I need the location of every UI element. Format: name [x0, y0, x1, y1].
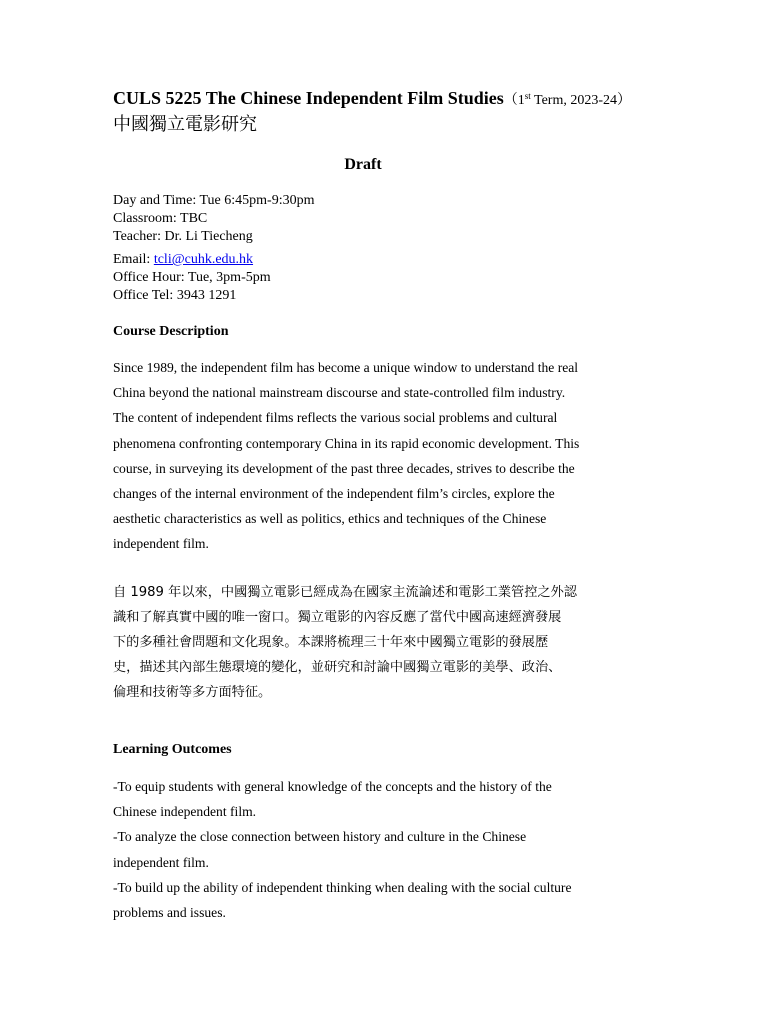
course-description-chinese: [113, 580, 673, 705]
outcome-line: -To equip students with general knowledge of the concepts and the history of the: [113, 779, 552, 794]
draft-label: Draft: [344, 156, 382, 173]
outcome-line: -To build up the ability of independent thinking when dealing with the social culture: [113, 879, 572, 895]
paragraph-line: changes of the internal environment of the independent film’s circles, explore the: [113, 485, 555, 501]
outcome-line: Chinese independent film.: [113, 804, 257, 820]
paragraph-line: course, in surveying its development of the past three decades, strives to describe the: [113, 460, 575, 476]
paragraph-line: China beyond the national mainstream discourse and state-controlled film industry.: [113, 385, 566, 401]
paragraph-line: independent film.: [113, 536, 209, 552]
course-description-heading: Course Description: [113, 324, 229, 339]
day-time: Day and Time: Tue 6:45pm-9:30pm: [113, 193, 315, 208]
term-close-bracket: ）: [617, 93, 632, 108]
office-hour: Office Hour: Tue, 3pm-5pm: [113, 270, 271, 285]
paragraph-line: phenomena confronting contemporary China in its rapid economic development. This: [113, 435, 580, 451]
paragraph-line: 自 1989 年以來，中國獨立電影已經成為在國家主流論述和電影工業管控之外認: [113, 585, 577, 600]
paragraph-line: 倫理和技術等多方面特征。: [113, 685, 272, 700]
email-link[interactable]: tcli@cuhk.edu.hk: [153, 252, 254, 267]
term-number: 1: [517, 93, 525, 108]
email-label: Email:: [113, 252, 154, 267]
term-ordinal-suffix: st: [524, 91, 531, 101]
paragraph-line: aesthetic characteristics as well as politics, ethics and techniques of the Chinese: [113, 511, 547, 527]
paragraph-line: 識和了解真實中國的唯一窗口。獨立電影的內容反應了當代中國高速經濟發展: [113, 610, 562, 625]
course-description-english: [113, 355, 653, 557]
paragraph-line: Since 1989, the independent film has become a unique window to understand the real: [113, 360, 579, 375]
paragraph-line: The content of independent films reflects the various social problems and cultural: [113, 410, 558, 426]
paragraph-line: 史，描述其內部生態環境的變化，並研究和討論中國獨立電影的美學、政治、: [113, 660, 562, 675]
classroom: Classroom: TBC: [113, 211, 208, 226]
outcome-line: -To analyze the close connection between history and culture in the Chinese: [113, 829, 527, 845]
course-term: [504, 93, 631, 108]
outcome-line: independent film.: [113, 854, 209, 870]
teacher: Teacher: Dr. Li Tiecheng: [113, 229, 253, 244]
outcome-line: problems and issues.: [113, 904, 226, 920]
course-title-chinese: 中國獨立電影研究: [113, 114, 257, 135]
learning-outcomes-heading: Learning Outcomes: [113, 742, 232, 757]
paragraph-line: 下的多種社會問題和文化現象。本課將梳理三十年來中國獨立電影的發展歷: [113, 635, 549, 650]
office-tel: Office Tel: 3943 1291: [113, 288, 237, 303]
course-title-line: [113, 88, 631, 109]
course-title: CULS 5225 The Chinese Independent Film Studies: [113, 88, 504, 108]
term-open-bracket: （: [503, 93, 518, 108]
learning-outcomes-list: [113, 774, 653, 925]
term-text: Term, 2023-24: [530, 93, 618, 108]
email-line: [113, 252, 253, 268]
